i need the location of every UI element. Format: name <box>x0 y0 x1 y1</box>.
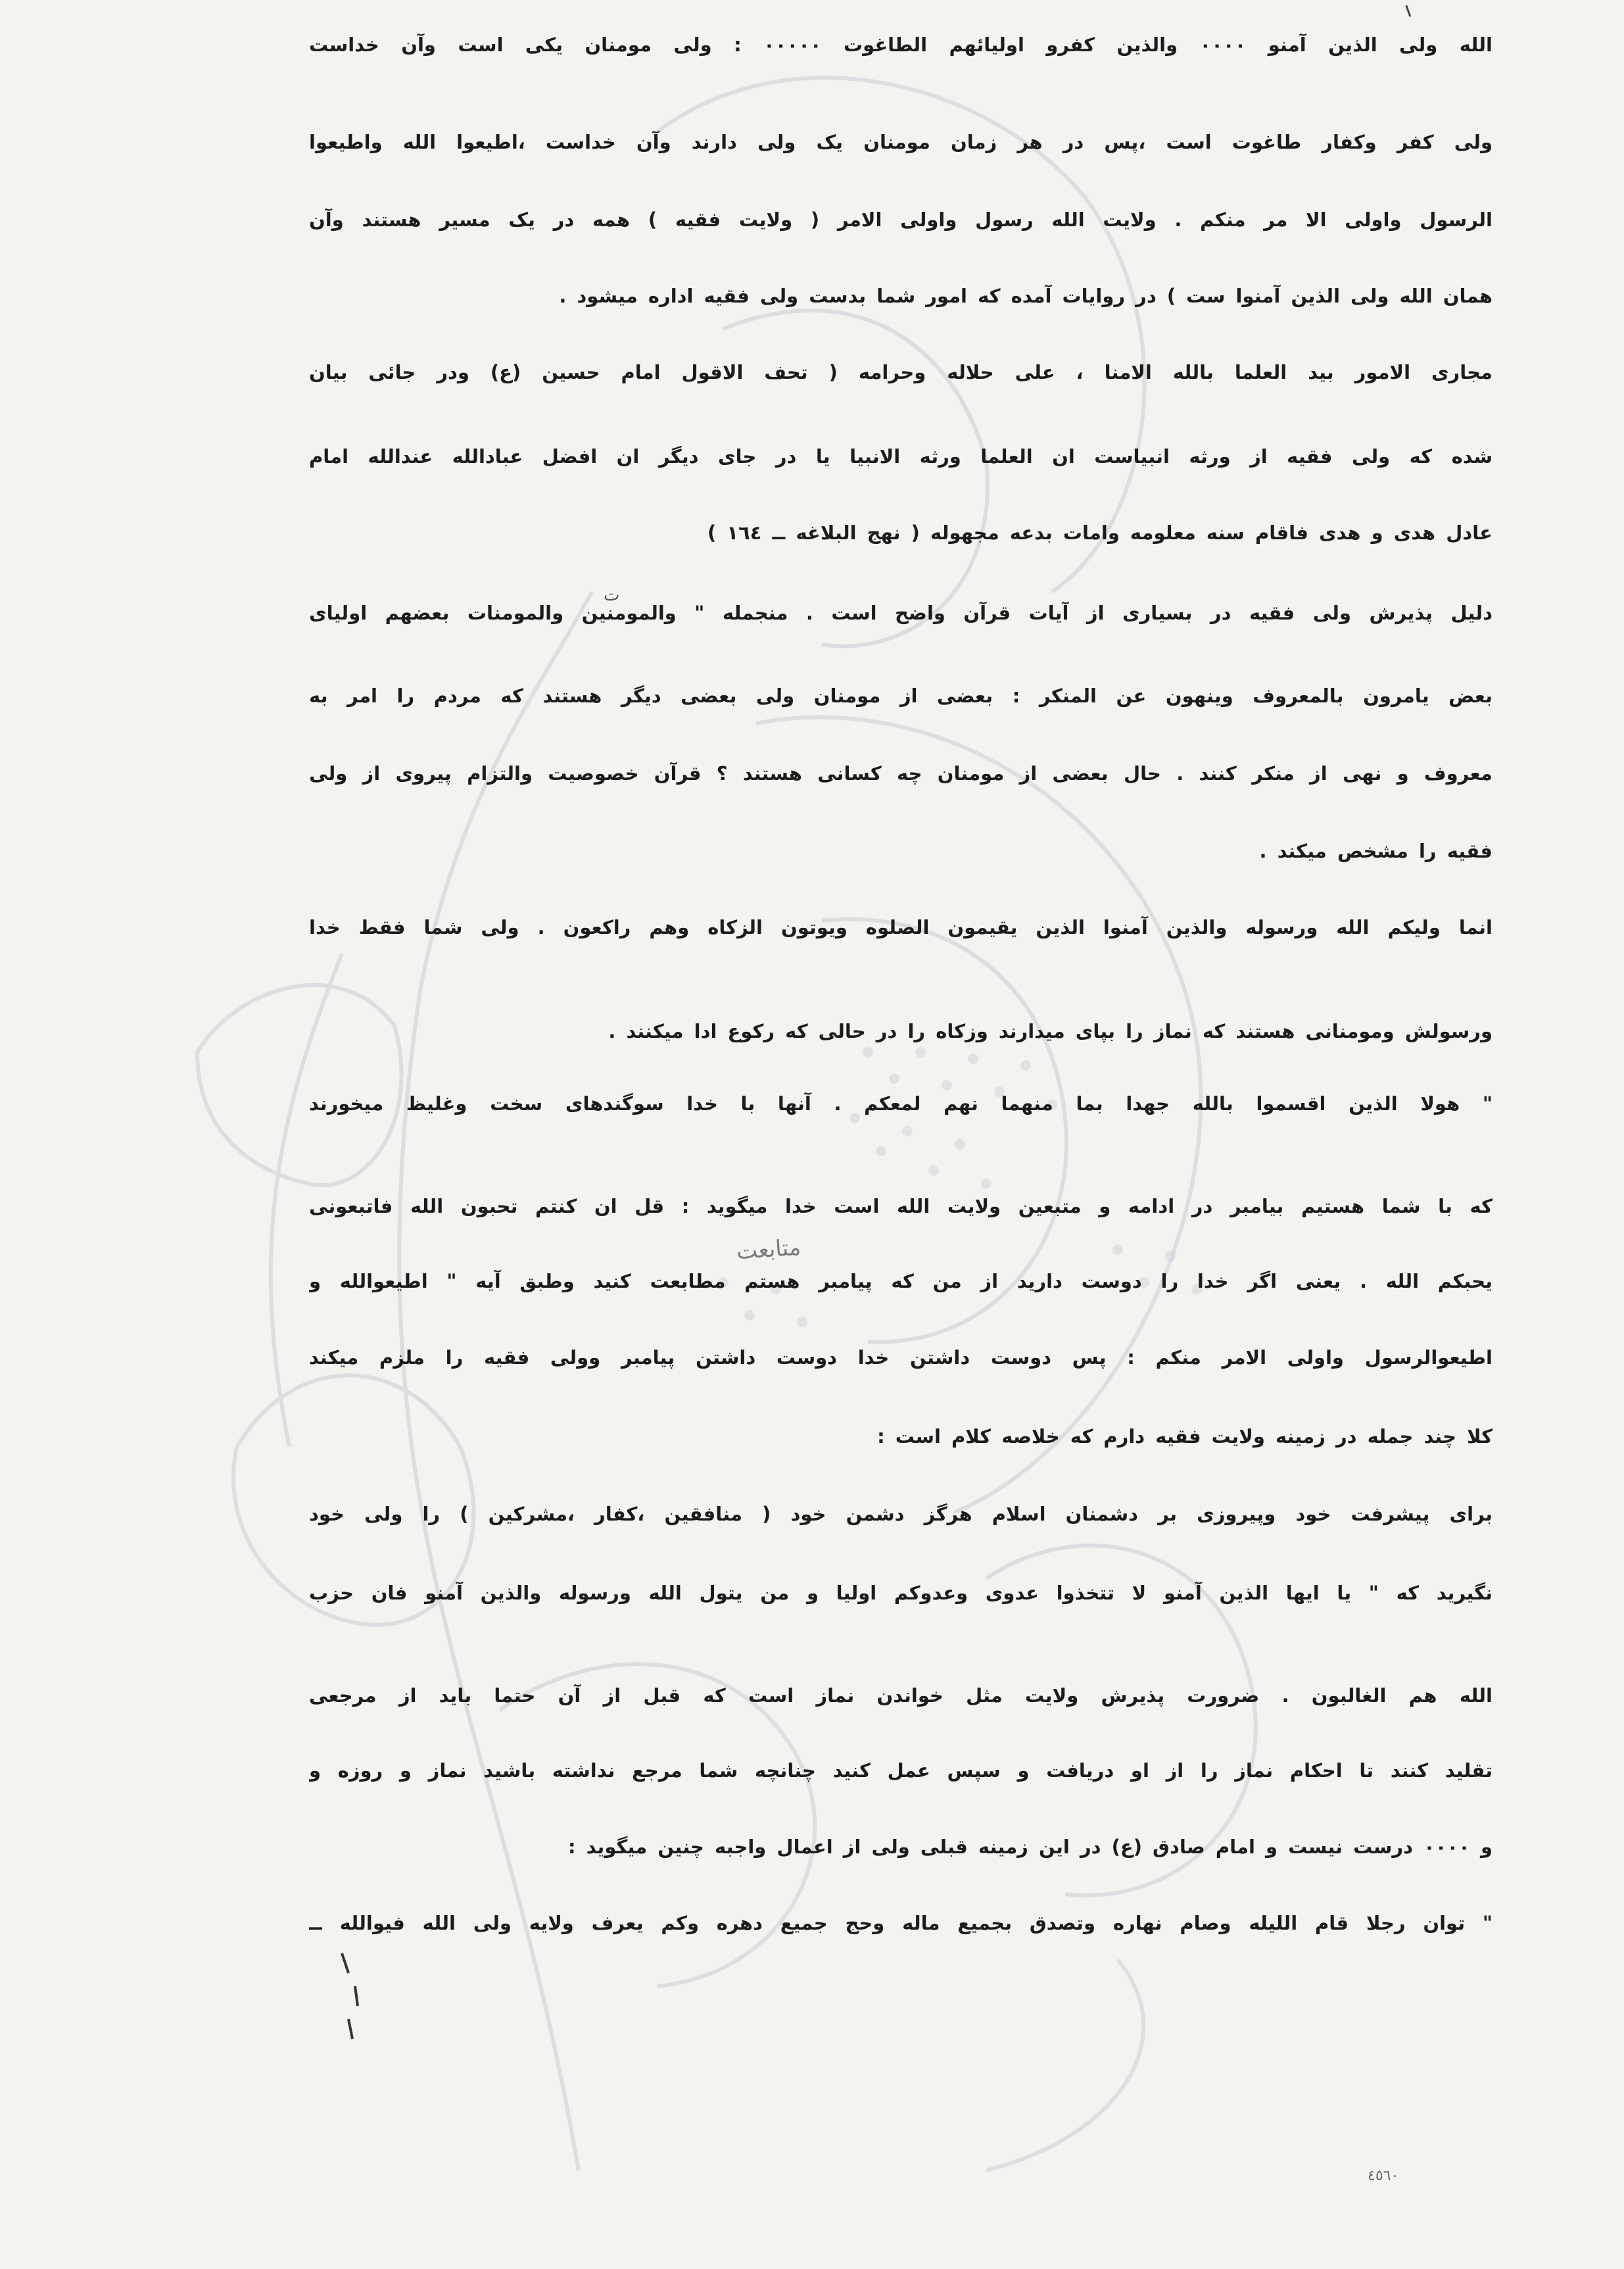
text-line: " توان رجلا قام اللیله وصام نهاره وتصدق بجمیع ماله وحج جمیع دهره وکم یعرف ولایه ولی الله فیوالله ــ <box>309 1912 1493 1934</box>
text-line: تقلید کنند تا احکام نماز را از او دریافت و سپس عمل کنید چنانچه شما مرجع نداشته باشید نماز و روزه و <box>309 1759 1493 1782</box>
text-line: " هولا الذین اقسموا بالله جهدا بما منهما نهم لمعکم . آنها با خدا سوگندهای سخت وغلیظ میخورند <box>309 1092 1493 1115</box>
text-line: کلا چند جمله در زمینه ولایت فقیه دارم که خلاصه کلام است : <box>877 1425 1493 1448</box>
text-line: همان الله ولی الذین آمنوا ست ) در روایات آمده که امور شما بدست ولی فقیه اداره میشود . <box>559 285 1493 307</box>
text-line: الله هم الغالبون . ضرورت پذیرش ولایت مثل خواندن نماز است که قبل از آن حتما باید از مرجعی <box>309 1684 1493 1707</box>
text-line: فقیه را مشخص میکند . <box>1259 840 1493 862</box>
page-marker: ٤٥٦٠ <box>1368 2168 1399 2184</box>
text-line: معروف و نهی از منکر کنند . حال بعضی از مومنان چه کسانی هستند ؟ قرآن خصوصیت والتزام پیروی از ولی <box>309 762 1493 785</box>
text-line: انما ولیکم الله ورسوله والذین آمنوا الذین یقیمون الصلوه ویوتون الزکاه وهم راکعون . ولی شما فقط خدا <box>309 916 1493 939</box>
text-line: عادل هدی و هدی فاقام سنه معلومه وامات بدعه مجهوله ( نهج البلاغه ــ ١٦٤ ) <box>707 522 1493 544</box>
text-line: اطیعوالرسول واولی الامر منکم : پس دوست داشتن خدا دوست داشتن پیامبر وولی فقیه را ملزم میکند <box>309 1346 1493 1369</box>
margin-marks <box>329 1947 408 2052</box>
text-line: بعض یامرون بالمعروف وینهون عن المنکر : بعضی از مومنان ولی بعضی دیگر هستند که مردم را امر به <box>309 685 1493 707</box>
text-line: یحبکم الله . یعنی اگر خدا را دوست دارید از من که پیامبر هستم مطابعت کنید وطبق آیه " اطیعوالله و <box>309 1270 1493 1292</box>
text-line: ولی کفر وکفار طاغوت است ،پس در هر زمان مومنان یک ولی دارند وآن خداست ،اطیعوا الله واطیعوا <box>309 131 1493 153</box>
text-line: الرسول واولی الا مر منکم . ولایت الله رسول واولی الامر ( ولایت فقیه ) همه در یک مسیر هستند وآن <box>309 208 1493 231</box>
text-line: ورسولش ومومنانی هستند که نماز را بپای میدارند وزکاه را در حالی که رکوع ادا میکنند . <box>608 1020 1493 1042</box>
text-line: نگیرید که " یا ایها الذین آمنو لا تتخذوا عدوی وعدوکم اولیا و من یتول الله ورسوله والذین آمنو فان حزب <box>309 1582 1493 1604</box>
text-line: برای پیشرفت خود وپیروزی بر دشمنان اسلام هرگز دشمن خود ( منافقین ،کفار ،مشرکین ) را ولی خود <box>309 1503 1493 1525</box>
text-line: مجاری الامور بید العلما بالله الامنا ، علی حلاله وحرامه ( تحف الاقول امام حسین (ع) ودر جائی بیان <box>309 361 1493 383</box>
text-line: الله ولی الذین آمنو ۰۰۰۰ والذین کفرو اولیائهم الطاغوت ۰۰۰۰۰ : ولی مومنان یکی است وآن خداست <box>309 34 1493 56</box>
text-line: و ۰۰۰۰ درست نیست و امام صادق (ع) در این زمینه قبلی ولی از اعمال واجبه چنین میگوید : <box>567 1836 1493 1858</box>
handwritten-superscript: ت <box>604 585 620 605</box>
text-line: که با شما هستیم بیامبر در ادامه و متبعین ولایت الله است خدا میگوید : قل ان کنتم تحبون الله فاتبعونی <box>309 1195 1493 1217</box>
handwritten-annotation: متابعت <box>735 1234 802 1265</box>
text-line: دلیل پذیرش ولی فقیه در بسیاری از آیات قرآن واضح است . منجمله " والمومنین والمومنات بعضهم اولیای <box>309 602 1493 624</box>
text-line: شده که ولی فقیه از ورثه انبیاست ان العلما ورثه الانبیا یا در جای دیگر ان افضل عبادالله عندالله امام <box>309 445 1493 468</box>
